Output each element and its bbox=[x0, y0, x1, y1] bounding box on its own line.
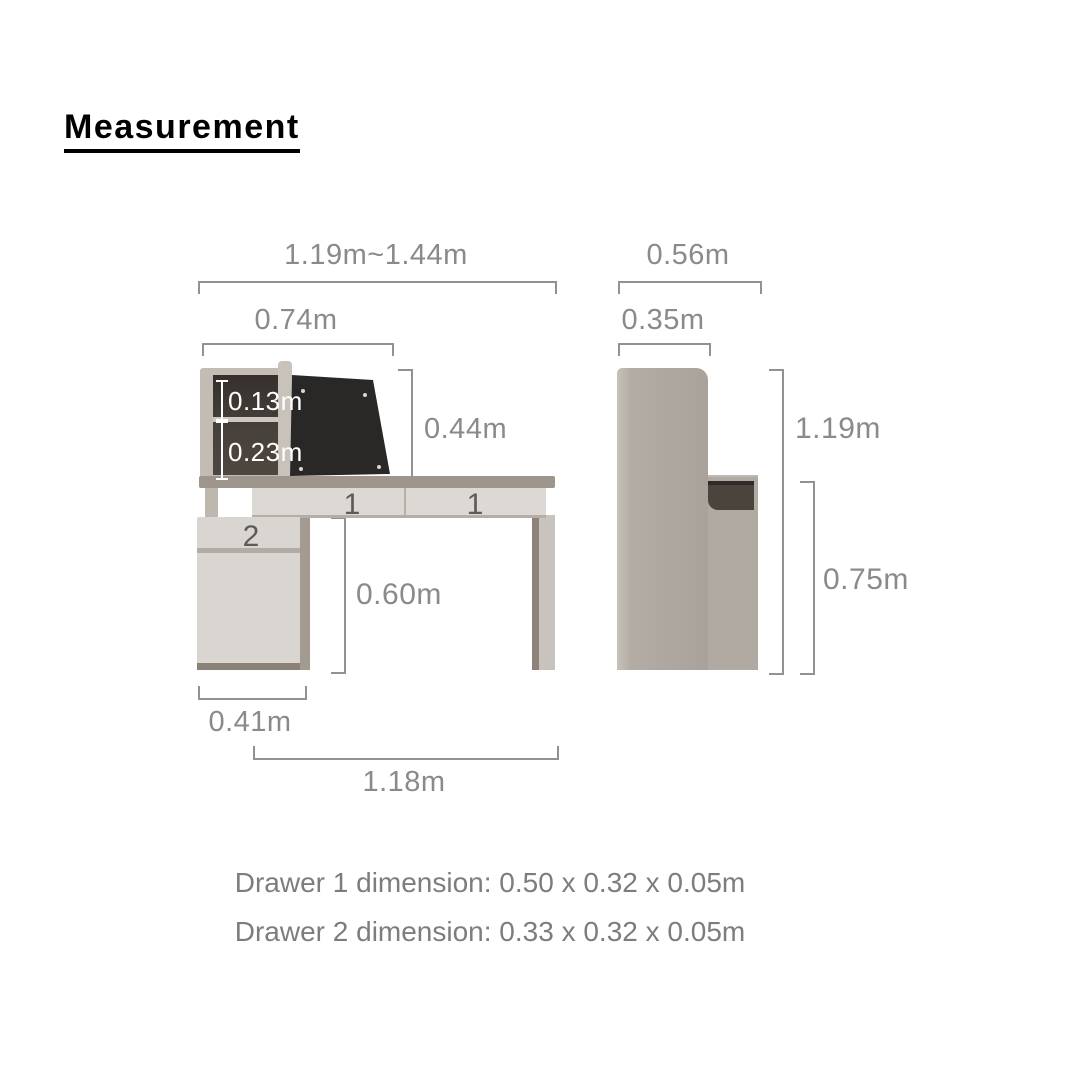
dim-label-upper-depth: 0.35m bbox=[621, 304, 705, 336]
drawer1-left-number: 1 bbox=[343, 488, 361, 521]
dim-label-shelf-bottom: 0.23m bbox=[228, 437, 303, 467]
page-title: Measurement bbox=[64, 108, 300, 153]
dim-line-shelf-top bbox=[216, 380, 228, 421]
dim-bracket-desk-width bbox=[253, 746, 559, 760]
dim-bracket-desk-height bbox=[800, 481, 815, 675]
dim-label-under-height: 0.60m bbox=[356, 578, 442, 611]
drawer1-note: Drawer 1 dimension: 0.50 x 0.32 x 0.05m bbox=[234, 867, 746, 898]
dim-label-hutch-width: 0.74m bbox=[254, 304, 338, 336]
drawer-divider bbox=[404, 488, 406, 515]
dim-label-hutch-height: 0.44m bbox=[424, 413, 508, 445]
drawer1-right-number: 1 bbox=[466, 488, 484, 521]
dim-bracket-under-height bbox=[331, 517, 346, 674]
dim-label-desk-depth: 0.56m bbox=[646, 239, 730, 271]
cabinet-side-shade bbox=[300, 517, 310, 670]
drawer-dimension-notes bbox=[150, 858, 830, 956]
dim-label-width-range: 1.19m~1.44m bbox=[284, 239, 468, 271]
dim-label-total-height: 1.19m bbox=[795, 412, 881, 445]
dim-bracket-hutch-height bbox=[398, 369, 413, 480]
drawer2-number: 2 bbox=[242, 520, 260, 553]
dim-label-desk-width: 1.18m bbox=[362, 766, 446, 798]
dim-bracket-width-range bbox=[198, 281, 557, 294]
panel-screw-icon bbox=[377, 465, 381, 469]
dim-bracket-desk-depth bbox=[618, 281, 762, 294]
dim-bracket-hutch-width bbox=[202, 343, 394, 356]
dim-bracket-upper-depth bbox=[618, 343, 711, 356]
dim-line-shelf-bottom bbox=[216, 421, 228, 480]
dim-label-cabinet-width: 0.41m bbox=[208, 706, 292, 738]
dim-label-shelf-top: 0.13m bbox=[228, 386, 303, 416]
desk-top bbox=[199, 476, 555, 488]
dim-bracket-cabinet-width bbox=[198, 686, 307, 700]
side-back-panel bbox=[617, 368, 708, 670]
desk-drawer-band bbox=[252, 488, 546, 518]
side-desk-recess bbox=[708, 481, 754, 510]
panel-screw-icon bbox=[363, 393, 367, 397]
dim-bracket-total-height bbox=[769, 369, 784, 675]
dim-label-desk-height: 0.75m bbox=[823, 563, 909, 596]
desk-right-leg bbox=[532, 515, 555, 670]
drawer2-note: Drawer 2 dimension: 0.33 x 0.32 x 0.05m bbox=[234, 916, 746, 947]
